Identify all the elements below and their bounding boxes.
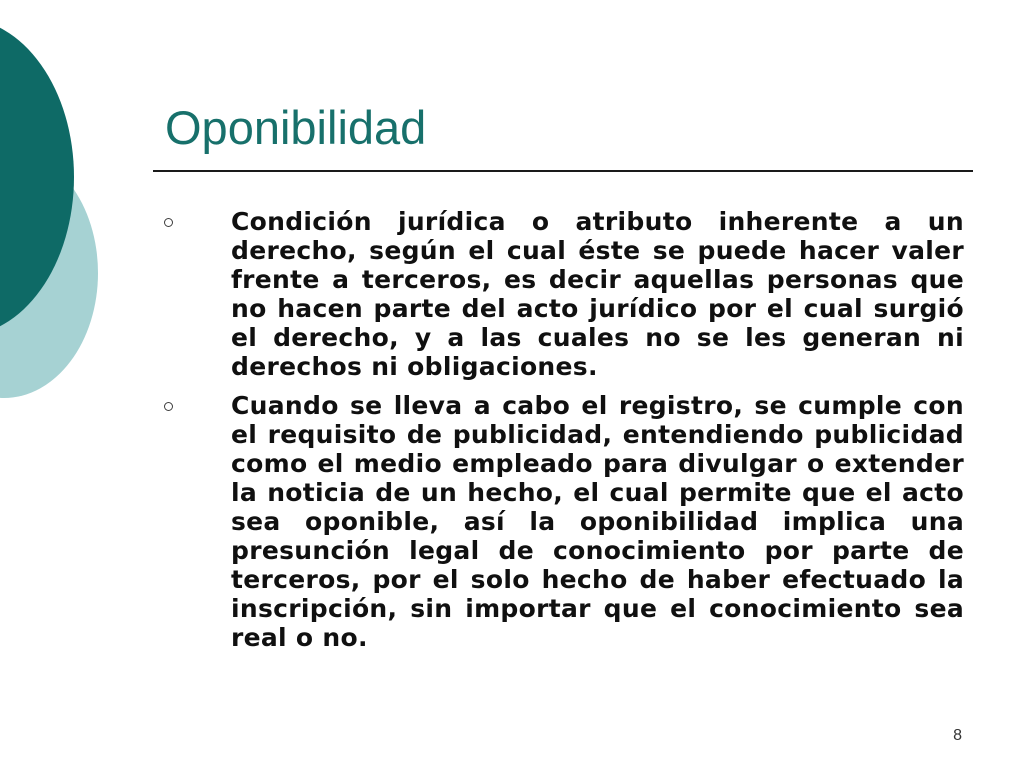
hollow-circle-bullet-icon [164, 402, 173, 411]
bullet-item [164, 391, 964, 652]
bullet-text: Condición jurídica o atributo inherente a un derecho, según el cual éste se puede hacer valer frente a terceros, es decir aquellas personas que no hacen parte del acto jurídico por el cual surgió el derecho, y a las cuales no se les generan ni derechos ni obligaciones. [231, 207, 964, 381]
bullet-text: Cuando se lleva a cabo el registro, se cumple con el requisito de publicidad, entendiendo publicidad como el medio empleado para divulgar o extender la noticia de un hecho, el cual permite que el acto sea oponible, así la oponibilidad implica una presunción legal de conocimiento por parte de terceros, por el solo hecho de haber efectuado la inscripción, sin importar que el conocimiento sea real o no. [231, 391, 964, 652]
hollow-circle-bullet-icon [164, 218, 173, 227]
page-number: 8 [953, 727, 962, 744]
bullet-list [164, 207, 964, 662]
bullet-item [164, 207, 964, 381]
slide-title: Oponibilidad [165, 101, 427, 154]
title-divider [153, 170, 973, 172]
